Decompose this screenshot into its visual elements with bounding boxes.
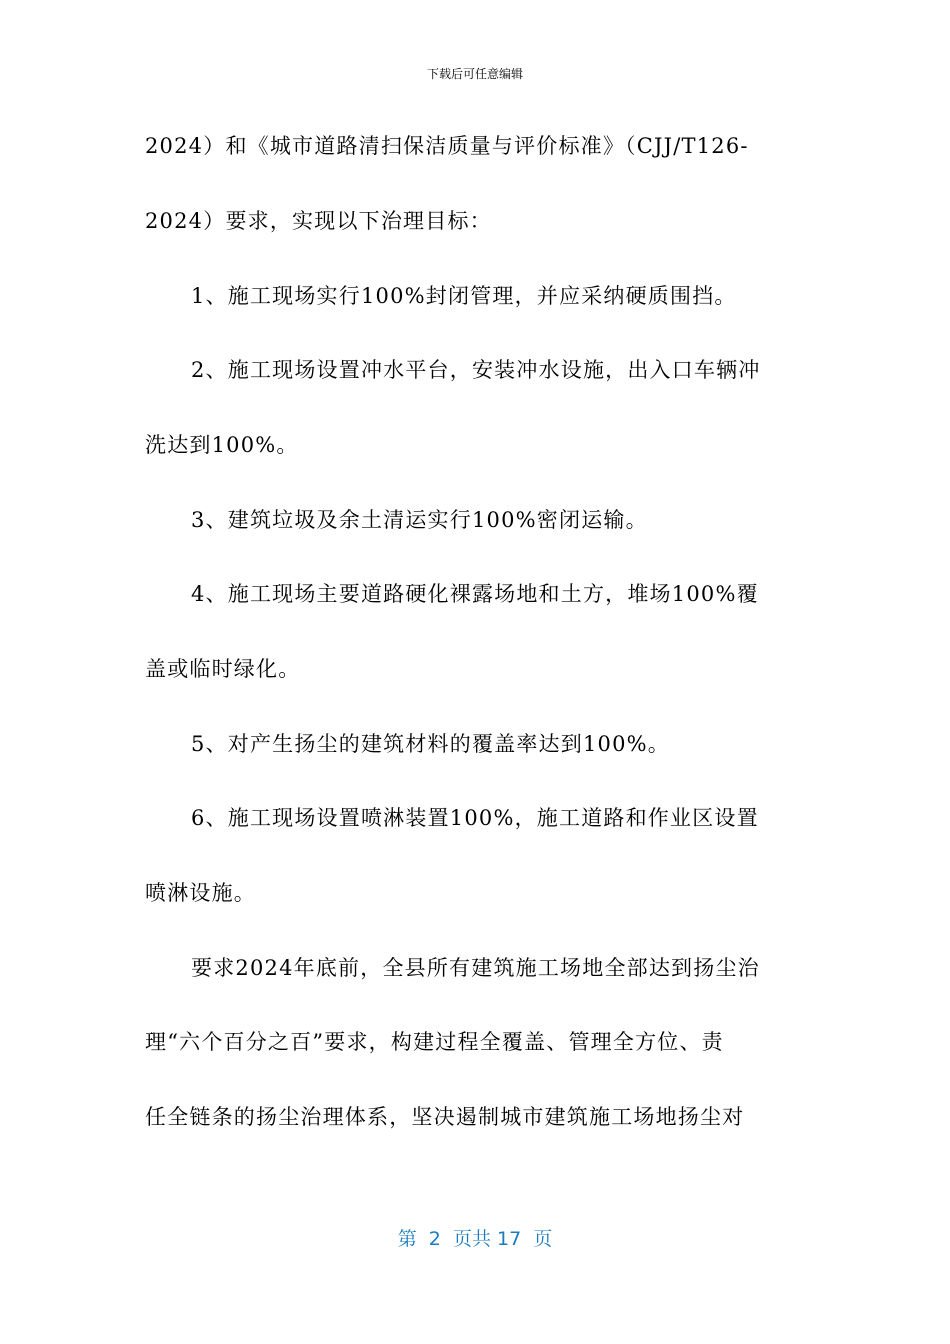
text-line: 喷淋设施。: [145, 881, 256, 905]
text-line: 2024）和《城市道路清扫保洁质量与评价标准》（CJJ/T126-: [145, 134, 749, 158]
list-item-3: 3、建筑垃圾及余土清运实行100%密闭运输。: [191, 508, 648, 532]
page-number-footer: 第 2 页共 17 页: [397, 1228, 553, 1250]
list-item-1: 1、施工现场实行100%封闭管理，并应采纳硬质围挡。: [191, 284, 737, 308]
list-item-4: 4、施工现场主要道路硬化裸露场地和土方，堆场100%覆: [191, 582, 759, 606]
list-item-2: 2、施工现场设置冲水平台，安装冲水设施，出入口车辆冲: [191, 358, 761, 382]
page-header: 下载后可任意编辑: [426, 67, 523, 81]
text-line: 理“六个百分之百”要求，构建过程全覆盖、管理全方位、责: [145, 1030, 724, 1054]
text-line: 任全链条的扬尘治理体系，坚决遏制城市建筑施工场地扬尘对: [145, 1105, 745, 1129]
text-line: 盖或临时绿化。: [145, 657, 301, 681]
list-item-5: 5、对产生扬尘的建筑材料的覆盖率达到100%。: [191, 732, 670, 756]
paragraph-start: 要求2024年底前，全县所有建筑施工场地全部达到扬尘治: [191, 956, 760, 980]
list-item-6: 6、施工现场设置喷淋装置100%，施工道路和作业区设置: [191, 806, 759, 830]
text-line: 洗达到100%。: [145, 433, 299, 457]
text-line: 2024）要求，实现以下治理目标：: [145, 209, 492, 233]
